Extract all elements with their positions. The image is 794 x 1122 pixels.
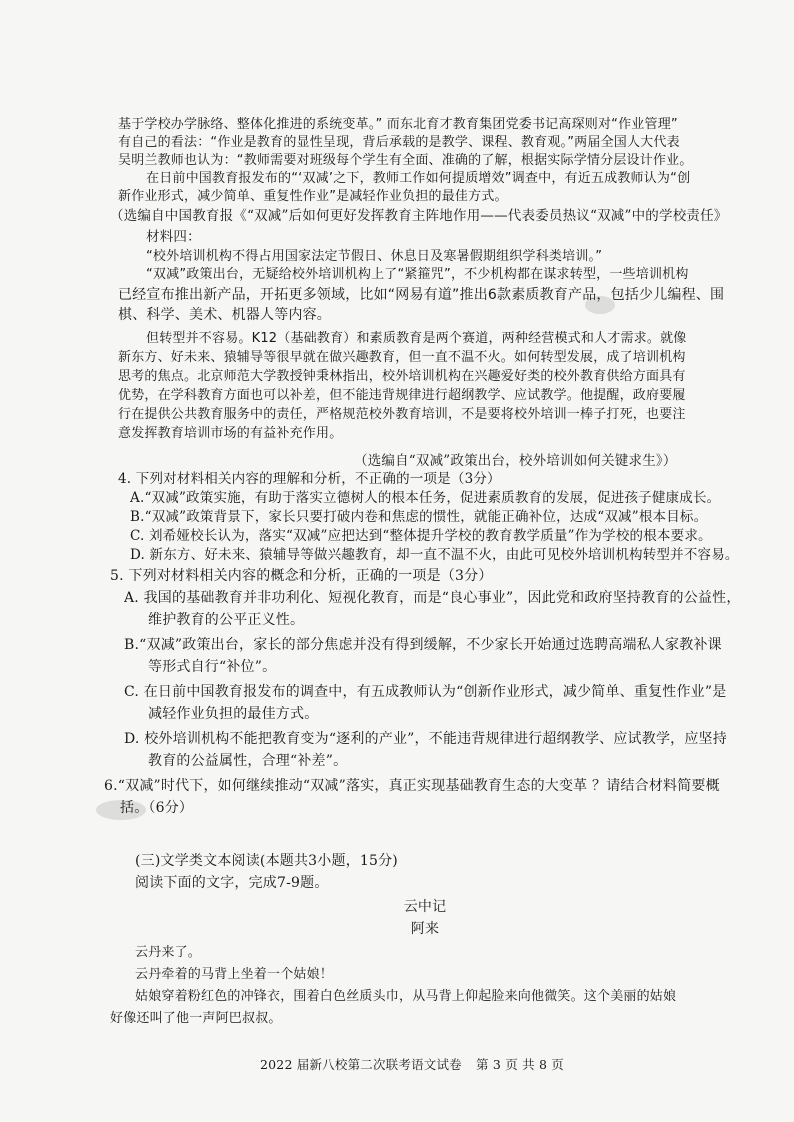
section3-heading: (三)文学类文本阅读(本题共3小题，15分) (135, 853, 398, 869)
material4-line-4: 新东方、好未来、猿辅导等很早就在做兴趣教育，但一直不温不火。如何转型发展，成了培训机构 (118, 350, 686, 365)
material3-line-3: 吴明兰教师也认为：“教师需要对班级每个学生有全面、准确的了解，根据实际学情分层设计作业。 (118, 153, 693, 168)
q5-option-c-1: C. 在日前中国教育报发布的调查中，有五成教师认为“创新作业形式，减少简单、重复性作业”是 (124, 684, 727, 700)
story-paragraph-3a: 姑娘穿着粉红色的冲锋衣，围着白色丝质头巾，从马背上仰起脸来向他微笑。这个美丽的姑娘 (135, 989, 677, 1004)
material3-line-1: 基于学校办学脉络、整体化推进的系统变革。” 而东北育才教育集团党委书记高琛则对“作业管理” (118, 117, 678, 132)
q6-line-2: 括。（6分） (120, 800, 194, 816)
q6-line-1: 6.“双减”时代下，如何继续推动“双减”落实，真正实现基础教育生态的大变革 ？请结合材料简要概 (104, 778, 720, 794)
story-author: 阿来 (410, 921, 440, 937)
material4-line-5: 思考的焦点。北京师范大学教授钟秉林指出，校外培训机构在兴趣爱好类的校外教育供给方面具有 (118, 369, 686, 384)
story-paragraph-3b: 好像还叫了他一声阿巴叔叔。 (110, 1011, 282, 1026)
q5-option-b-2: 等形式自行“补位”。 (148, 659, 277, 675)
story-paragraph-1: 云丹来了。 (135, 945, 202, 960)
q5-option-a-1: A. 我国的基础教育并非功利化、短视化教育，而是“良心事业”，因此党和政府坚持教育的公益性， (124, 590, 741, 606)
material4-line-1: 已经宣布推出新产品，开拓更多领域，比如“网易有道”推出6款素质教育产品，包括少儿编程、围 (118, 287, 725, 303)
q4-stem: 4. 下列对材料相关内容的理解和分析，不正确的一项是（3分） (118, 471, 501, 487)
q5-option-d-1: D. 校外培训机构不能把教育变为“逐利的产业”，不能违背规律进行超纲教学、应试教学，应坚持 (124, 731, 727, 747)
q5-option-b-1: B.“双减”政策出台，家长的部分焦虑并没有得到缓解，不少家长开始通过选聘高端私人家教补课 (124, 637, 722, 653)
material4-quote-1: “校外培训机构不得占用国家法定节假日、休息日及寒暑假期组织学科类培训。” (146, 249, 603, 264)
material4-line-8: 意发挥教育培训市场的有益补充作用。 (118, 426, 343, 441)
material3-line-4: 在日前中国教育报发布的“‘双减’之下，教师工作如何提质增效”调查中，有近五成教师认为“创 (146, 171, 691, 186)
q4-option-b: B.“双减”政策背景下，家长只要打破内卷和焦虑的惯性，就能正确补位，达成“双减”根本目标。 (130, 509, 708, 525)
footer-page-number: 第 3 页 共 8 页 (476, 1057, 564, 1072)
q4-option-a: A.“双减”政策实施，有助于落实立德树人的根本任务，促进素质教育的发展，促进孩子健康成长。 (130, 490, 721, 506)
story-paragraph-2: 云丹牵着的马背上坐着一个姑娘！ (135, 967, 334, 982)
scan-smudge (585, 296, 615, 314)
material4-line-7: 行在提供公共教育服务中的责任，严格规范校外教育培训，不是要将校外培训一棒子打死，也要注 (118, 407, 686, 422)
q4-option-d: D. 新东方、好未来、猿辅导等做兴趣教育，却一直不温不火，由此可见校外培训机构转型并不容易。 (130, 547, 739, 563)
material3-source: （选编自中国教育报《“双减”后如何更好发挥教育主阵地作用——代表委员热议“双减”中的学校责任》 (110, 208, 728, 224)
q5-option-a-2: 维护教育的公平正义性。 (148, 612, 305, 628)
material4-quote-2: “双减”政策出台，无疑给校外培训机构上了“紧箍咒”，不少机构都在谋求转型，一些培训机构 (146, 267, 689, 282)
q5-option-d-2: 教育的公益属性，合理“补差”。 (148, 753, 348, 769)
q4-option-c: C. 刘希娅校长认为，落实“双减”应把达到“整体提升学校的教育教学质量”作为学校的根本要求。 (130, 528, 712, 544)
footer-exam-title: 2022 届新八校第二次联考语文试卷 (260, 1057, 462, 1072)
scan-smudge (96, 800, 146, 820)
material4-source: （选编自“双减”政策出台，校外培训如何关键求生》） (354, 453, 677, 469)
material3-line-5: 新作业形式，减少简单、重复性作业”是减轻作业负担的最佳方式。 (118, 189, 508, 204)
material4-line-6: 优势，在学科教育方面也可以补差，但不能违背规律进行超纲教学、应试教学。他提醒，政府要履 (118, 388, 686, 403)
material4-line-3: 但转型并不容易。K12（基础教育）和素质教育是两个赛道，两种经营模式和人才需求。就像 (146, 331, 687, 346)
story-title: 云中记 (403, 899, 447, 915)
material4-line-2: 棋、科学、美术、机器人等内容。 (118, 307, 331, 323)
q5-option-c-2: 减轻作业负担的最佳方式。 (148, 706, 319, 722)
material3-line-2: 有自己的看法：“作业是教育的显性呈现，背后承载的是教学、课程、教育观。”两届全国人大代表 (118, 135, 680, 150)
q5-stem: 5. 下列对材料相关内容的概念和分析，正确的一项是（3分） (110, 568, 493, 584)
section3-instruction: 阅读下面的文字，完成7-9题。 (135, 875, 329, 891)
material4-heading: 材料四： (146, 229, 201, 245)
